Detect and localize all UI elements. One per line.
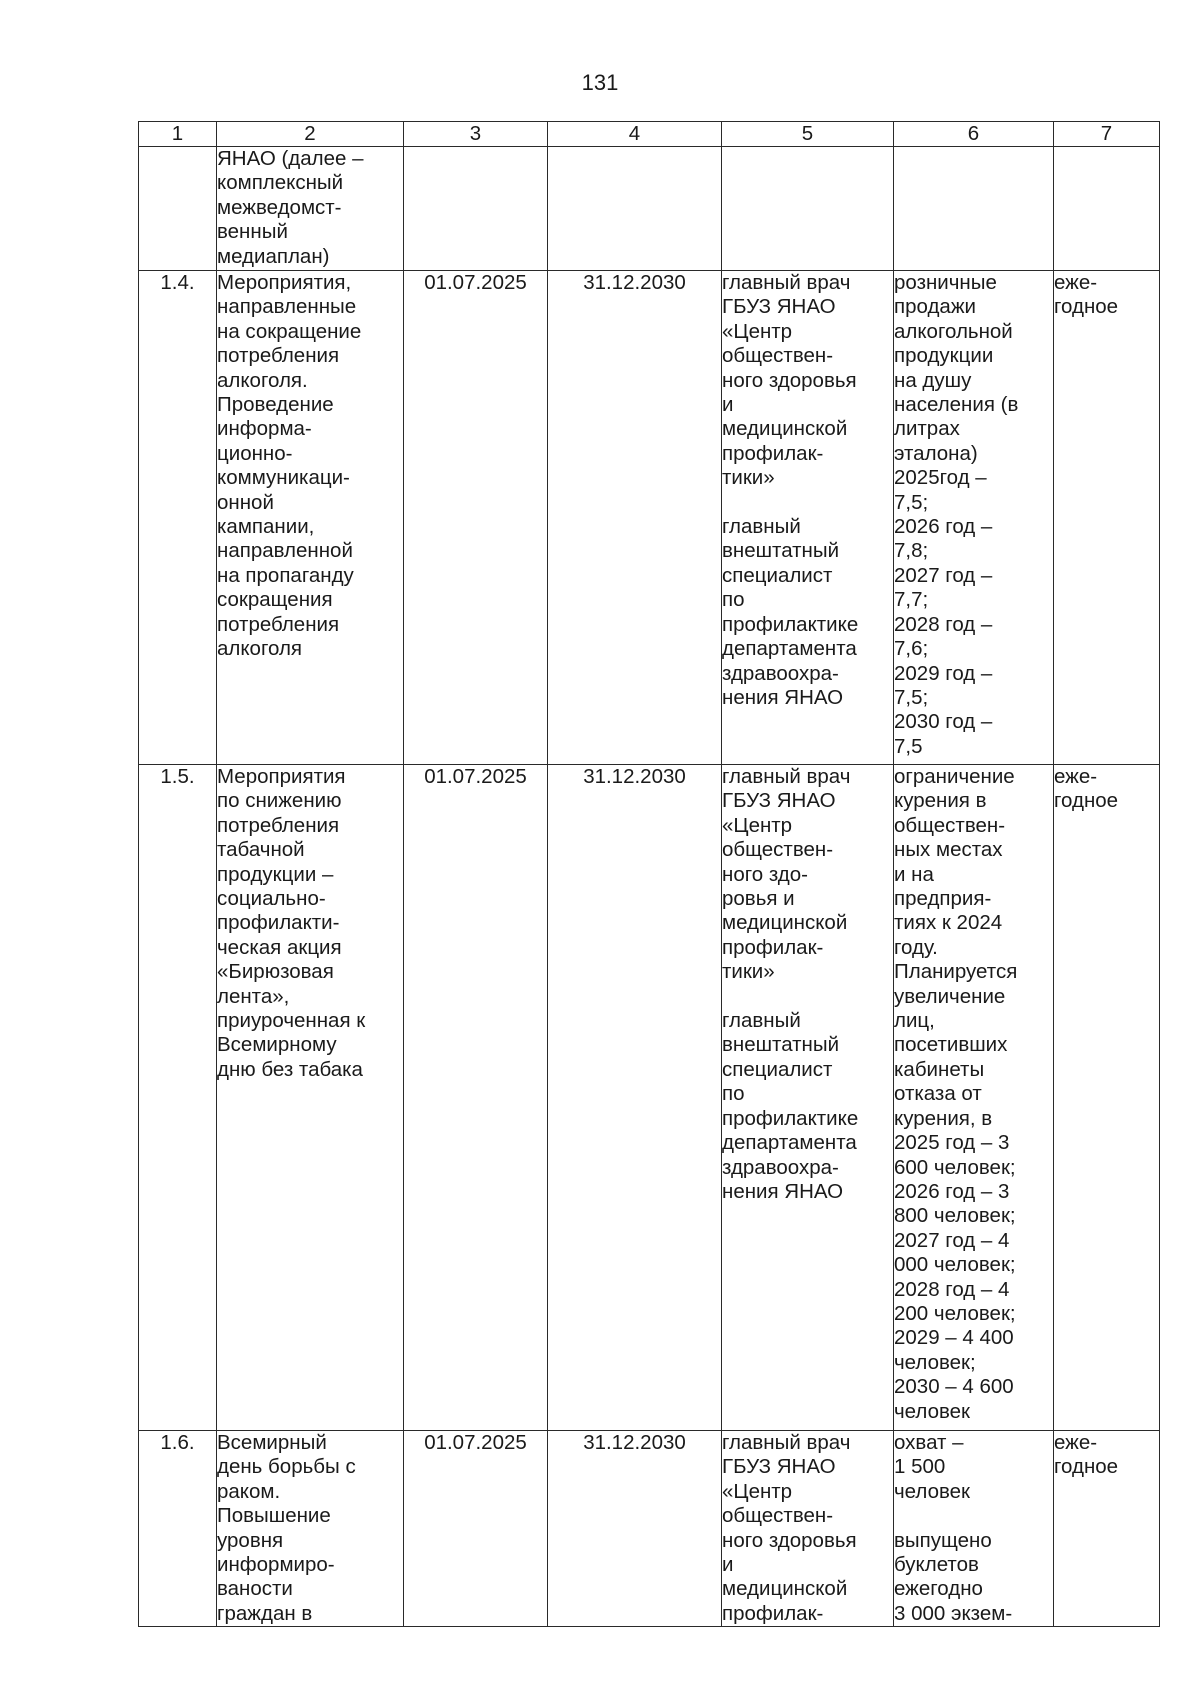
table-row <box>139 765 1160 1431</box>
activity-text: Мероприятия по снижению потребления табачной продукции – социально- профилакти- ческая акция «Бирюзовая лента», приуроченная к Всемирному дню без табака <box>217 765 366 1081</box>
table-row <box>139 147 1160 271</box>
indicator-text: розничные продажи алкогольной продукции на душу населения (в литрах эталона) 2025год – 7,5; 2026 год – 7,8; 2027 год – 7,7; 2028 год – 7,6; 2029 год – 7,5; 2030 год – 7,5 <box>894 271 1019 758</box>
end-date-cell <box>548 1431 722 1627</box>
row-number: 1.4. <box>160 271 195 294</box>
start-date: 01.07.2025 <box>424 1431 527 1454</box>
plan-table <box>138 121 1160 1627</box>
responsible-cell <box>722 765 894 1431</box>
responsible-cell <box>722 271 894 765</box>
activity-cell <box>217 1431 404 1627</box>
end-date-cell <box>548 765 722 1431</box>
end-date: 31.12.2030 <box>583 1431 686 1454</box>
indicator-cell <box>894 147 1054 271</box>
start-date-cell <box>404 1431 548 1627</box>
header-col-1: 1 <box>139 122 217 147</box>
activity-text: Всемирный день борьбы с раком. Повышение уровня информиро- ваности граждан в <box>217 1431 356 1625</box>
start-date: 01.07.2025 <box>424 765 527 788</box>
responsible-text: главный врач ГБУЗ ЯНАО «Центр обществен- ного здоровья и медицинской профилак- тики» главный внештатный специалист по профилактике департамента здравоохра- нения ЯНАО <box>722 271 859 709</box>
row-number: 1.6. <box>160 1431 195 1454</box>
start-date-cell <box>404 147 548 271</box>
row-number-cell <box>139 1431 217 1627</box>
start-date-cell <box>404 765 548 1431</box>
indicator-text: охват – 1 500 человек выпущено буклетов ежегодно 3 000 экзем- <box>894 1431 1013 1625</box>
activity-cell <box>217 271 404 765</box>
activity-cell <box>217 147 404 271</box>
period-text: еже- годное <box>1054 271 1119 319</box>
activity-text: Мероприятия, направленные на сокращение потребления алкоголя. Проведение информа- ционно- коммуникаци- онной кампании, направленной на пропаганду сокращения потребления алкоголя <box>217 271 362 661</box>
table-body <box>139 147 1160 1627</box>
start-date-cell <box>404 271 548 765</box>
end-date-cell <box>548 271 722 765</box>
period-cell <box>1054 147 1160 271</box>
responsible-text: главный врач ГБУЗ ЯНАО «Центр обществен- ного здоровья и медицинской профилак- <box>722 1431 857 1625</box>
header-col-6: 6 <box>894 122 1054 147</box>
header-col-7: 7 <box>1054 122 1160 147</box>
row-number-cell <box>139 271 217 765</box>
period-text: еже- годное <box>1054 765 1119 813</box>
activity-text: ЯНАО (далее – комплексный межведомст- венный медиаплан) <box>217 147 364 268</box>
period-cell <box>1054 765 1160 1431</box>
row-number-cell <box>139 765 217 1431</box>
period-cell <box>1054 271 1160 765</box>
end-date-cell <box>548 147 722 271</box>
table-header <box>139 122 1160 147</box>
end-date: 31.12.2030 <box>583 271 686 294</box>
start-date: 01.07.2025 <box>424 271 527 294</box>
row-number-cell <box>139 147 217 271</box>
period-text: еже- годное <box>1054 1431 1119 1479</box>
table-row <box>139 271 1160 765</box>
period-cell <box>1054 1431 1160 1627</box>
end-date: 31.12.2030 <box>583 765 686 788</box>
header-col-2: 2 <box>217 122 404 147</box>
header-row <box>139 122 1160 147</box>
responsible-text: главный врач ГБУЗ ЯНАО «Центр обществен- ного здо- ровья и медицинской профилак- тики» главный внештатный специалист по профилактике департамента здравоохра- нения ЯНАО <box>722 765 859 1203</box>
header-col-5: 5 <box>722 122 894 147</box>
activity-cell <box>217 765 404 1431</box>
responsible-cell <box>722 1431 894 1627</box>
responsible-cell <box>722 147 894 271</box>
indicator-cell <box>894 765 1054 1431</box>
table-row <box>139 1431 1160 1627</box>
row-number: 1.5. <box>160 765 195 788</box>
page-number: 131 <box>581 70 619 95</box>
indicator-cell <box>894 271 1054 765</box>
header-col-4: 4 <box>548 122 722 147</box>
indicator-text: ограничение курения в обществен- ных местах и на предприя- тиях к 2024 году. Планируется увеличение лиц, посетивших кабинеты отказа от курения, в 2025 год – 3 600 человек; 2026 год – 3 800 человек; 2027 год – 4 000 человек; 2028 год – 4 200 человек; 2029 – 4 400 человек; 2030 – 4 600 человек <box>894 765 1018 1423</box>
header-col-3: 3 <box>404 122 548 147</box>
indicator-cell <box>894 1431 1054 1627</box>
